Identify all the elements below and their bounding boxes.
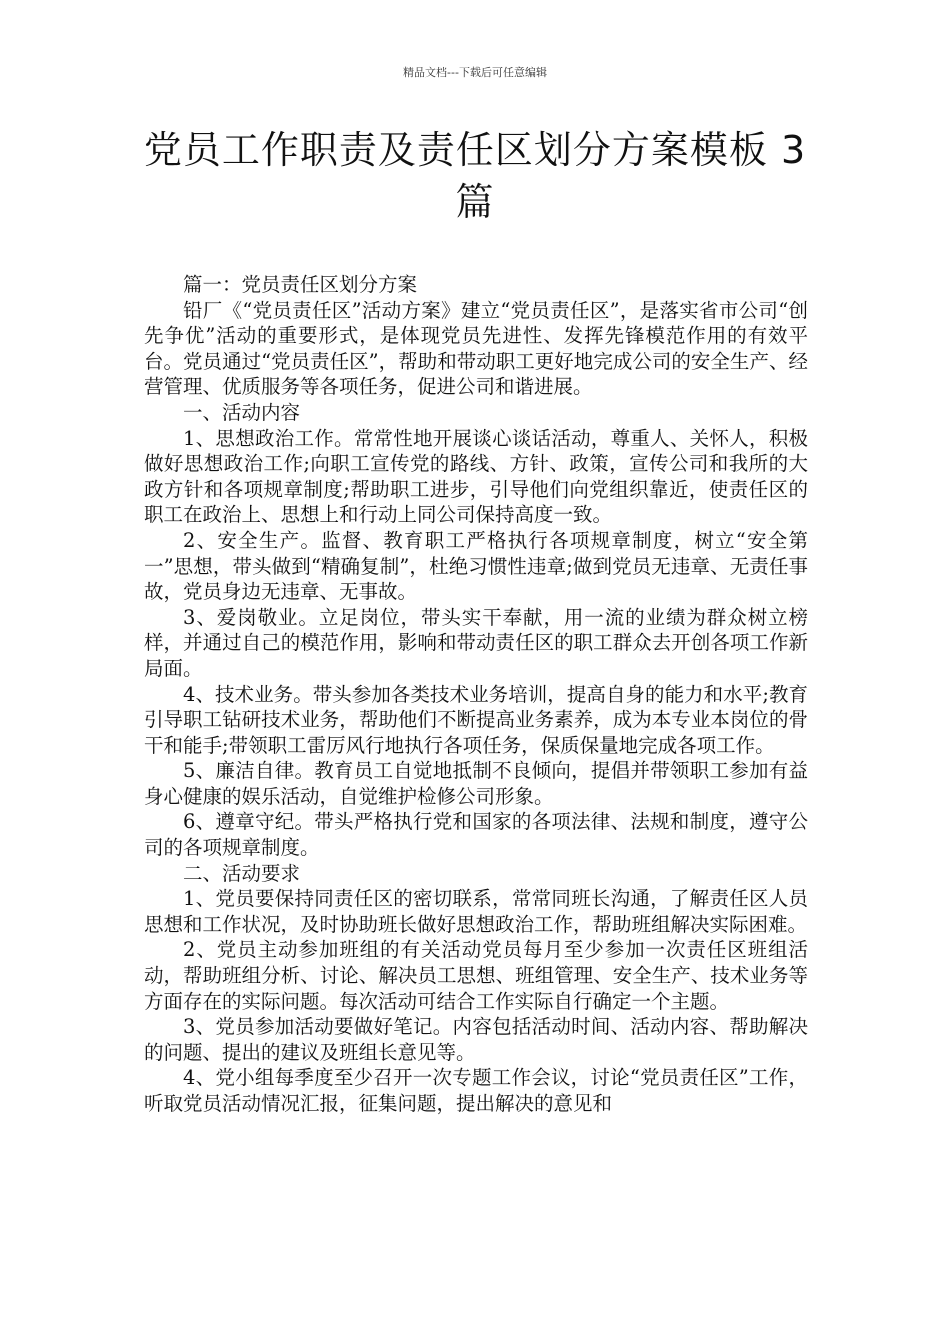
paragraph: 1、思想政治工作。常常性地开展谈心谈话活动，尊重人、关怀人，积极做好思想政治工作;向职工宣传党的路线、方针、政策，宣传公司和我所的大政方针和各项规章制度;帮助职工进步，引导他们向党组织靠近，使责任区的职工在政治上、思想上和行动上同公司保持高度一致。	[144, 426, 808, 527]
document-title: 党员工作职责及责任区划分方案模板 3 篇	[143, 128, 807, 224]
paragraph: 5、廉洁自律。教育员工自觉地抵制不良倾向，提倡并带领职工参加有益身心健康的娱乐活动，自觉维护检修公司形象。	[144, 759, 808, 808]
paragraph: 铅厂《“党员责任区”活动方案》建立“党员责任区”，是落实省市公司“创先争优”活动的重要形式，是体现党员先进性、发挥先锋模范作用的有效平台。党员通过“党员责任区”，帮助和带动职工更好地完成公司的安全生产、经营管理、优质服务等各项任务，促进公司和谐进展。	[144, 298, 808, 399]
paragraph: 6、遵章守纪。带头严格执行党和国家的各项法律、法规和制度，遵守公司的各项规章制度。	[144, 810, 808, 860]
paragraph: 3、爱岗敬业。立足岗位，带头实干奉献，用一流的业绩为群众树立榜样，并通过自己的模范作用，影响和带动责任区的职工群众去开创各项工作新局面。	[144, 605, 808, 680]
paragraph: 2、党员主动参加班组的有关活动党员每月至少参加一次责任区班组活动，帮助班组分析、讨论、解决员工思想、班组管理、安全生产、技术业务等方面存在的实际问题。每次活动可结合工作实际自行确定一个主题。	[144, 938, 808, 1013]
paragraph: 4、技术业务。带头参加各类技术业务培训，提高自身的能力和水平;教育引导职工钻研技术业务，帮助他们不断提高业务素养，成为本专业本岗位的骨干和能手;带领职工雷厉风行地执行各项任务，保质保量地完成各项工作。	[144, 682, 808, 757]
document-body	[144, 272, 808, 1117]
paragraph: 4、党小组每季度至少召开一次专题工作会议，讨论“党员责任区”工作，听取党员活动情况汇报，征集问题，提出解决的意见和	[144, 1066, 808, 1115]
section-heading: 二、活动要求	[183, 861, 301, 885]
section-heading: 一、活动内容	[183, 400, 301, 424]
paragraph: 3、党员参加活动要做好笔记。内容包括活动时间、活动内容、帮助解决的问题、提出的建议及班组长意见等。	[144, 1015, 808, 1064]
paragraph: 1、党员要保持同责任区的密切联系，常常同班长沟通，了解责任区人员思想和工作状况，及时协助班长做好思想政治工作，帮助班组解决实际困难。	[144, 887, 808, 936]
paragraph: 2、安全生产。监督、教育职工严格执行各项规章制度，树立“安全第一”思想，带头做到“精确复制”，杜绝习惯性违章;做到党员无违章、无责任事故，党员身边无违章、无事故。	[144, 528, 808, 604]
header-note: 精品文档---下载后可任意编辑	[403, 66, 547, 79]
section-heading: 篇一：党员责任区划分方案	[183, 273, 418, 296]
